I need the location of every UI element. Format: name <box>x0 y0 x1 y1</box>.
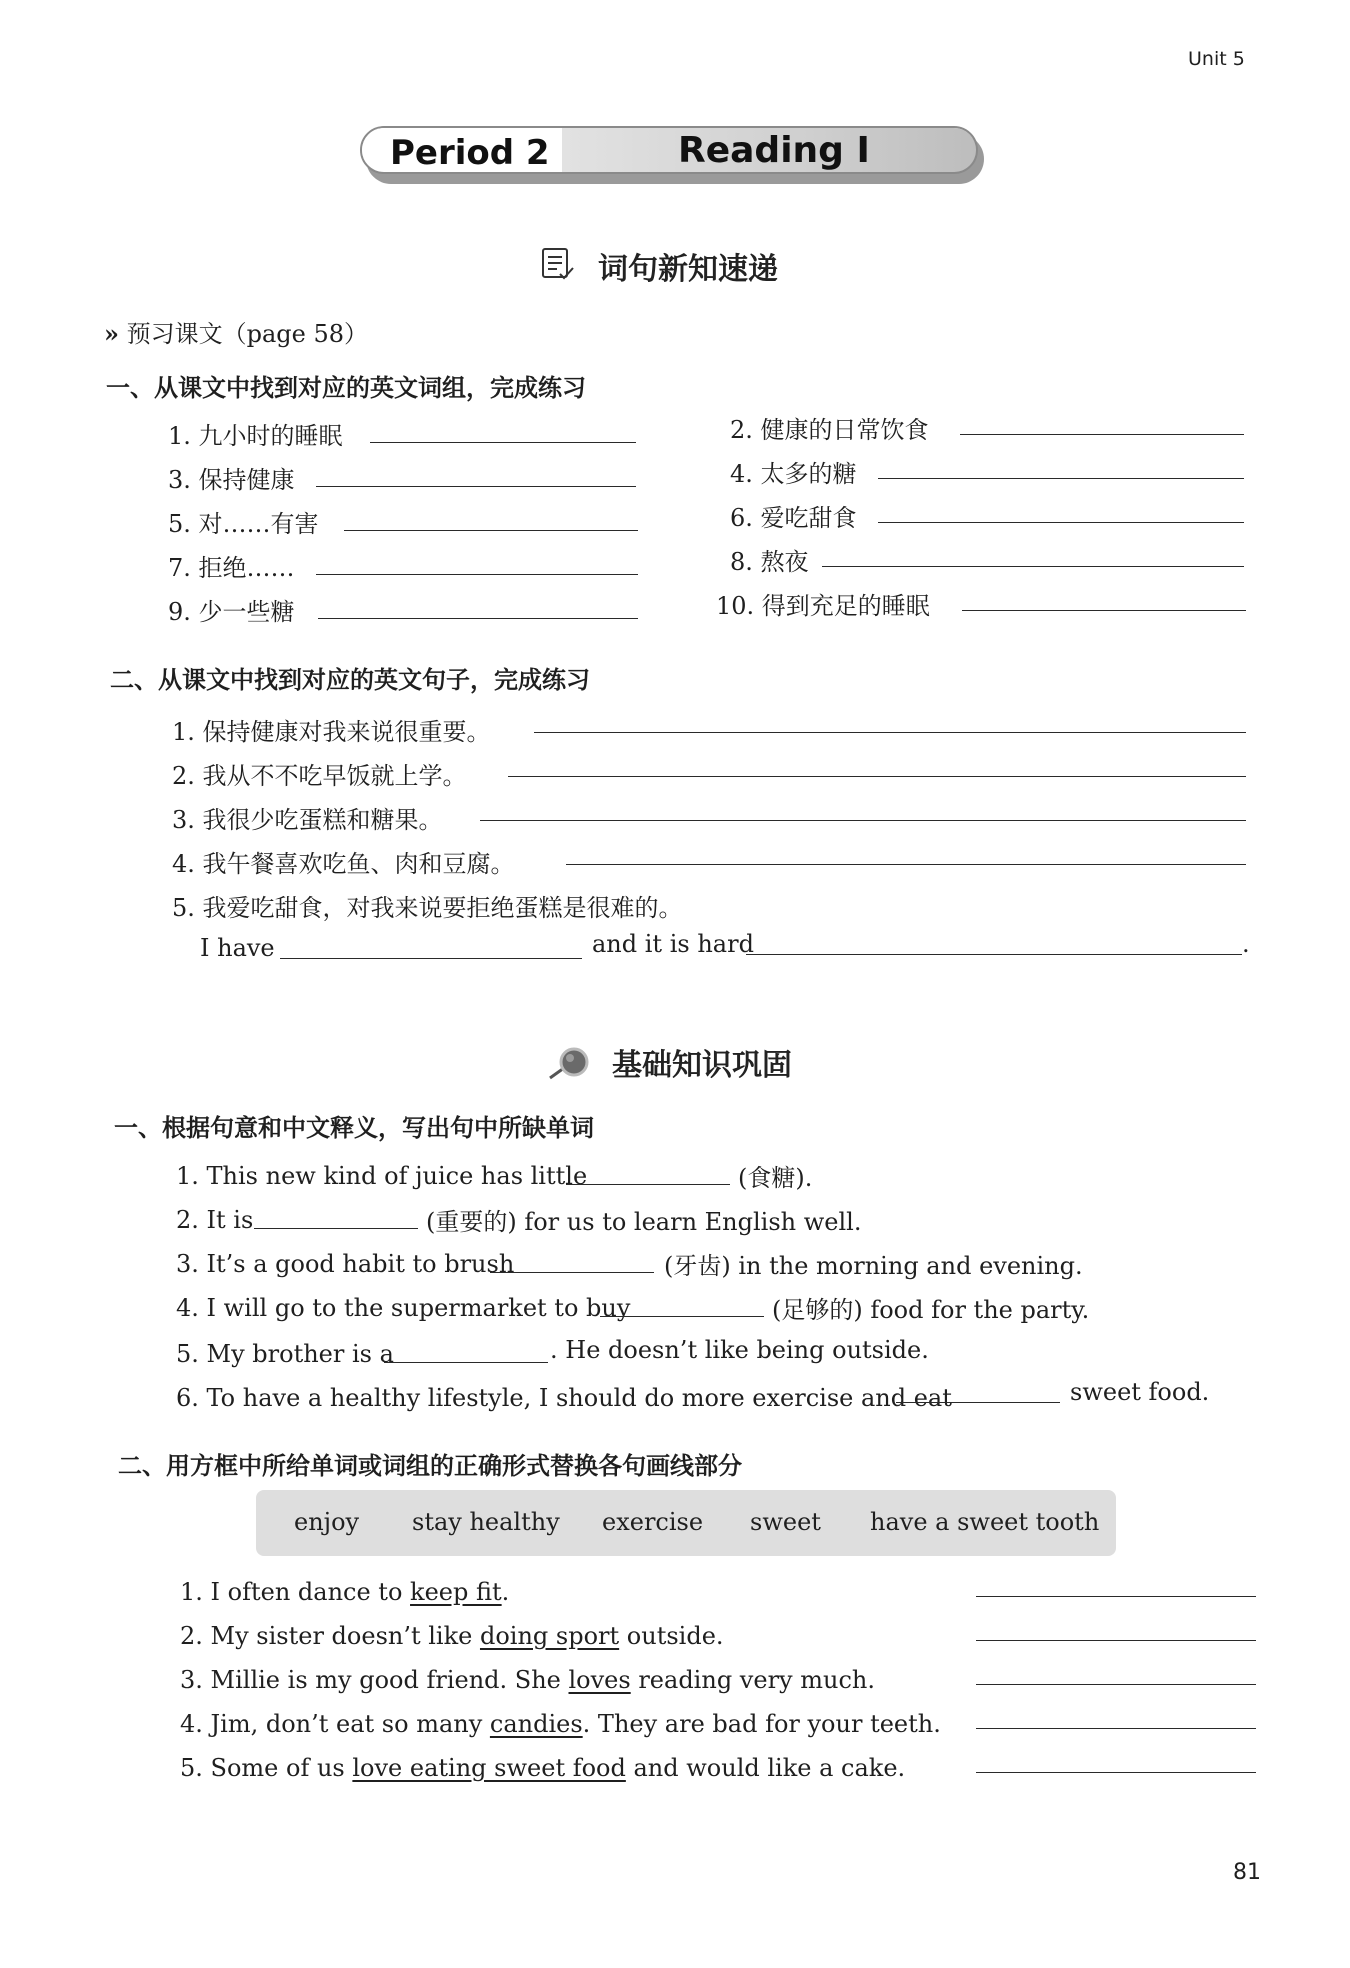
page-number: 81 <box>1233 1860 1261 1885</box>
part1-heading: 一、从课文中找到对应的英文词组，完成练习 <box>106 374 586 402</box>
answer-blank[interactable] <box>384 1362 548 1363</box>
part1-heading: 一、根据句意和中文释义，写出句中所缺单词 <box>114 1114 594 1142</box>
fill-start: I have <box>200 934 275 962</box>
sentence-item: 4. 我午餐喜欢吃鱼、肉和豆腐。 <box>172 850 515 878</box>
fill-end: . <box>1242 930 1250 958</box>
answer-blank[interactable] <box>370 442 636 443</box>
replace-sentence: 1. I often dance to keep fit. <box>180 1578 510 1606</box>
underlined-phrase: love eating sweet food <box>352 1754 626 1782</box>
answer-blank[interactable] <box>344 530 638 531</box>
phrase-item: 4. 太多的糖 <box>730 460 857 488</box>
replace-sentence: 5. Some of us love eating sweet food and would like a cake. <box>180 1754 906 1782</box>
answer-blank[interactable] <box>534 732 1246 733</box>
phrase-item: 2. 健康的日常饮食 <box>730 416 929 444</box>
unit-label: Unit 5 <box>1188 48 1245 70</box>
replace-sentence: 3. Millie is my good friend. She loves reading very much. <box>180 1666 875 1694</box>
answer-blank[interactable] <box>960 434 1244 435</box>
answer-blank[interactable] <box>254 1228 418 1229</box>
word-option: stay healthy <box>412 1508 560 1536</box>
underlined-phrase: loves <box>568 1666 631 1694</box>
part2-heading: 二、从课文中找到对应的英文句子，完成练习 <box>110 666 590 694</box>
magnifier-icon <box>546 1044 594 1084</box>
answer-blank[interactable] <box>480 820 1246 821</box>
phrase-item: 5. 对……有害 <box>168 510 319 538</box>
answer-blank[interactable] <box>280 958 582 959</box>
blank-sentence-start: 5. My brother is a <box>176 1340 394 1368</box>
fill-middle: and it is hard <box>592 930 754 958</box>
answer-blank[interactable] <box>976 1684 1256 1685</box>
phrase-item: 6. 爱吃甜食 <box>730 504 857 532</box>
answer-blank[interactable] <box>976 1596 1256 1597</box>
word-option: have a sweet tooth <box>870 1508 1100 1536</box>
replace-sentence: 4. Jim, don’t eat so many candies. They are bad for your teeth. <box>180 1710 941 1738</box>
answer-blank[interactable] <box>962 610 1246 611</box>
answer-blank[interactable] <box>316 486 636 487</box>
underlined-phrase: doing sport <box>479 1622 620 1650</box>
answer-blank[interactable] <box>316 574 638 575</box>
answer-blank[interactable] <box>566 1184 730 1185</box>
phrase-item: 8. 熬夜 <box>730 548 809 576</box>
blank-sentence-start: 4. I will go to the supermarket to buy <box>176 1294 631 1322</box>
answer-blank[interactable] <box>746 954 1242 955</box>
part2-heading: 二、用方框中所给单词或词组的正确形式替换各句画线部分 <box>118 1452 742 1480</box>
lesson-title: Reading I <box>678 130 870 171</box>
period-label: Period 2 <box>390 133 550 173</box>
answer-blank[interactable] <box>878 522 1244 523</box>
answer-blank[interactable] <box>508 776 1246 777</box>
word-option: exercise <box>602 1508 704 1536</box>
answer-blank[interactable] <box>318 618 638 619</box>
phrase-item: 7. 拒绝…… <box>168 554 295 582</box>
answer-blank[interactable] <box>600 1316 764 1317</box>
blank-sentence-end: (牙齿) in the morning and evening. <box>664 1252 1083 1280</box>
answer-blank[interactable] <box>896 1402 1060 1403</box>
blank-sentence-end: (食糖). <box>738 1164 813 1192</box>
blank-sentence-start: 6. To have a healthy lifestyle, I should do more exercise and eat <box>176 1384 952 1412</box>
section-title-vocab: 词句新知速递 <box>598 252 778 287</box>
word-box <box>256 1490 1116 1556</box>
answer-blank[interactable] <box>976 1640 1256 1641</box>
blank-sentence-start: 3. It’s a good habit to brush <box>176 1250 515 1278</box>
underlined-phrase: candies <box>489 1710 583 1738</box>
blank-sentence-end: sweet food. <box>1070 1378 1210 1406</box>
sentence-item: 5. 我爱吃甜食，对我来说要拒绝蛋糕是很难的。 <box>172 894 683 922</box>
preview-text: 预习课文（page 58） <box>126 320 369 348</box>
word-option: sweet <box>750 1508 821 1536</box>
double-chevron-icon: » <box>104 319 119 348</box>
phrase-item: 3. 保持健康 <box>168 466 295 494</box>
blank-sentence-end: . He doesn’t like being outside. <box>550 1336 929 1364</box>
answer-blank[interactable] <box>976 1728 1256 1729</box>
phrase-item: 1. 九小时的睡眠 <box>168 422 343 450</box>
phrase-item: 10. 得到充足的睡眠 <box>716 592 930 620</box>
preview-line <box>104 314 368 349</box>
sentence-item: 2. 我从不不吃早饭就上学。 <box>172 762 467 790</box>
section-title-basics: 基础知识巩固 <box>612 1048 792 1083</box>
word-option: enjoy <box>294 1508 360 1536</box>
replace-sentence: 2. My sister doesn’t like doing sport outside. <box>180 1622 724 1650</box>
sentence-item: 1. 保持健康对我来说很重要。 <box>172 718 491 746</box>
answer-blank[interactable] <box>822 566 1244 567</box>
phrase-item: 9. 少一些糖 <box>168 598 295 626</box>
answer-blank[interactable] <box>566 864 1246 865</box>
blank-sentence-end: (足够的) food for the party. <box>772 1296 1090 1324</box>
underlined-phrase: keep fit <box>410 1578 502 1606</box>
blank-sentence-end: (重要的) for us to learn English well. <box>426 1208 862 1236</box>
blank-sentence-start: 2. It is <box>176 1206 254 1234</box>
period-banner <box>360 126 988 182</box>
sentence-item: 3. 我很少吃蛋糕和糖果。 <box>172 806 443 834</box>
blank-sentence-start: 1. This new kind of juice has little <box>176 1162 588 1190</box>
answer-blank[interactable] <box>490 1272 654 1273</box>
notepad-icon <box>540 246 576 282</box>
answer-blank[interactable] <box>976 1772 1256 1773</box>
answer-blank[interactable] <box>878 478 1244 479</box>
